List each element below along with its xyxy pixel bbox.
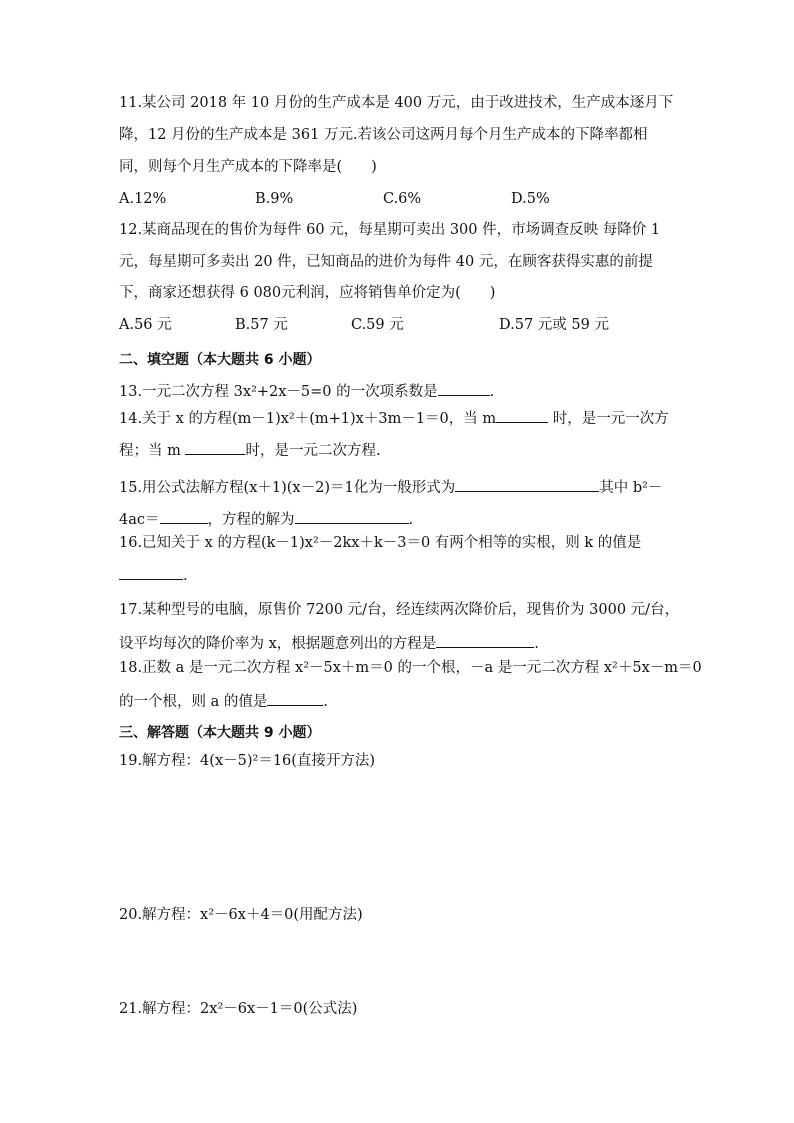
q15-line-1 (119, 476, 662, 498)
q14-text-c: 程；当 m (119, 443, 186, 459)
q13-end: . (489, 384, 495, 400)
q18-answer-blank[interactable] (267, 690, 323, 706)
q16-end: . (183, 568, 188, 584)
q13-line (119, 380, 494, 402)
q14-text-b: 时，是一元一次方 (548, 411, 669, 427)
q11-option-a: A.12% (119, 191, 167, 207)
q16-line-1: 16.已知关于 x 的方程(k－1)x²－2kx＋k－3＝0 有两个相等的实根，则 k 的值是 (119, 535, 642, 551)
q18-end: . (323, 694, 328, 710)
q15-blank-solution[interactable] (295, 508, 409, 524)
q11-line-3: 同，则每个月生产成本的下降率是( ) (119, 159, 377, 175)
q17-end: . (534, 636, 539, 652)
section-fill-in-heading: 二、填空题（本大题共 6 小题） (119, 352, 321, 368)
q14-blank-linear[interactable] (496, 407, 548, 423)
q11-line-1: 11.某公司 2018 年 10 月份的生产成本是 400 万元，由于改进技术，生产成本逐月下 (119, 95, 674, 111)
q12-option-b: B.57 元 (235, 317, 288, 333)
q12-line-3: 下，商家还想获得 6 080元利润，应将销售单价定为( ) (119, 285, 496, 301)
q13-text: 13.一元二次方程 3x²+2x－5=0 的一次项系数是 (119, 384, 438, 400)
q15-text-d: ，方程的解为 (207, 512, 295, 528)
q16-answer-blank[interactable] (119, 564, 183, 580)
q11-option-b: B.9% (255, 191, 294, 207)
q12-option-a: A.56 元 (119, 317, 172, 333)
q14-line-2 (119, 439, 381, 461)
q15-text-b: 其中 b²－ (599, 480, 663, 496)
q18-line-2 (119, 690, 328, 712)
q17-answer-blank[interactable] (436, 632, 534, 648)
q11-option-c: C.6% (383, 191, 422, 207)
q20-line: 20.解方程：x²－6x＋4＝0(用配方法) (119, 907, 363, 923)
q14-text-a: 14.关于 x 的方程(m－1)x²＋(m+1)x＋3m－1＝0，当 m (119, 411, 497, 427)
q18-line-1: 18.正数 a 是一元二次方程 x²－5x＋m＝0 的一个根，－a 是一元二次方程 x²＋5x－m＝0 (119, 660, 702, 676)
q15-text-e: . (408, 512, 414, 528)
q17-text-b: 设平均每次的降价率为 x，根据题意列出的方程是 (119, 636, 437, 652)
q18-text-b: 的一个根，则 a 的值是 (119, 694, 268, 710)
q15-text-a: 15.用公式法解方程(x＋1)(x－2)＝1化为一般形式为 (119, 480, 456, 496)
q14-blank-quadratic[interactable] (185, 439, 245, 455)
q15-text-c: 4ac＝ (119, 512, 160, 528)
section-answer-heading: 三、解答题（本大题共 9 小题） (119, 725, 321, 741)
q13-answer-blank[interactable] (438, 380, 490, 396)
q16-line-2 (119, 564, 188, 586)
q17-line-1: 17.某种型号的电脑，原售价 7200 元/台，经连续两次降价后，现售价为 3000 元/台， (119, 602, 680, 618)
q21-line: 21.解方程：2x²－6x－1＝0(公式法) (119, 1001, 358, 1017)
q17-line-2 (119, 632, 539, 654)
q12-option-c: C.59 元 (351, 317, 404, 333)
q15-line-2 (119, 508, 413, 530)
q14-text-d: 时，是一元二次方程. (245, 443, 381, 459)
q11-option-d: D.5% (511, 191, 550, 207)
q15-blank-general-form[interactable] (455, 476, 599, 492)
q19-line: 19.解方程：4(x－5)²＝16(直接开方法) (119, 753, 376, 769)
q12-option-d: D.57 元或 59 元 (499, 317, 609, 333)
q11-line-2: 降，12 月份的生产成本是 361 万元.若该公司这两月每个月生产成本的下降率都相 (119, 127, 648, 143)
q12-line-1: 12.某商品现在的售价为每件 60 元，每星期可卖出 300 件，市场调查反映 每降价 1 (119, 222, 661, 238)
q12-line-2: 元，每星期可多卖出 20 件，已知商品的进价为每件 40 元，在顾客获得实惠的前提 (119, 254, 653, 270)
q14-line-1 (119, 407, 669, 429)
q15-blank-discriminant[interactable] (160, 508, 208, 524)
